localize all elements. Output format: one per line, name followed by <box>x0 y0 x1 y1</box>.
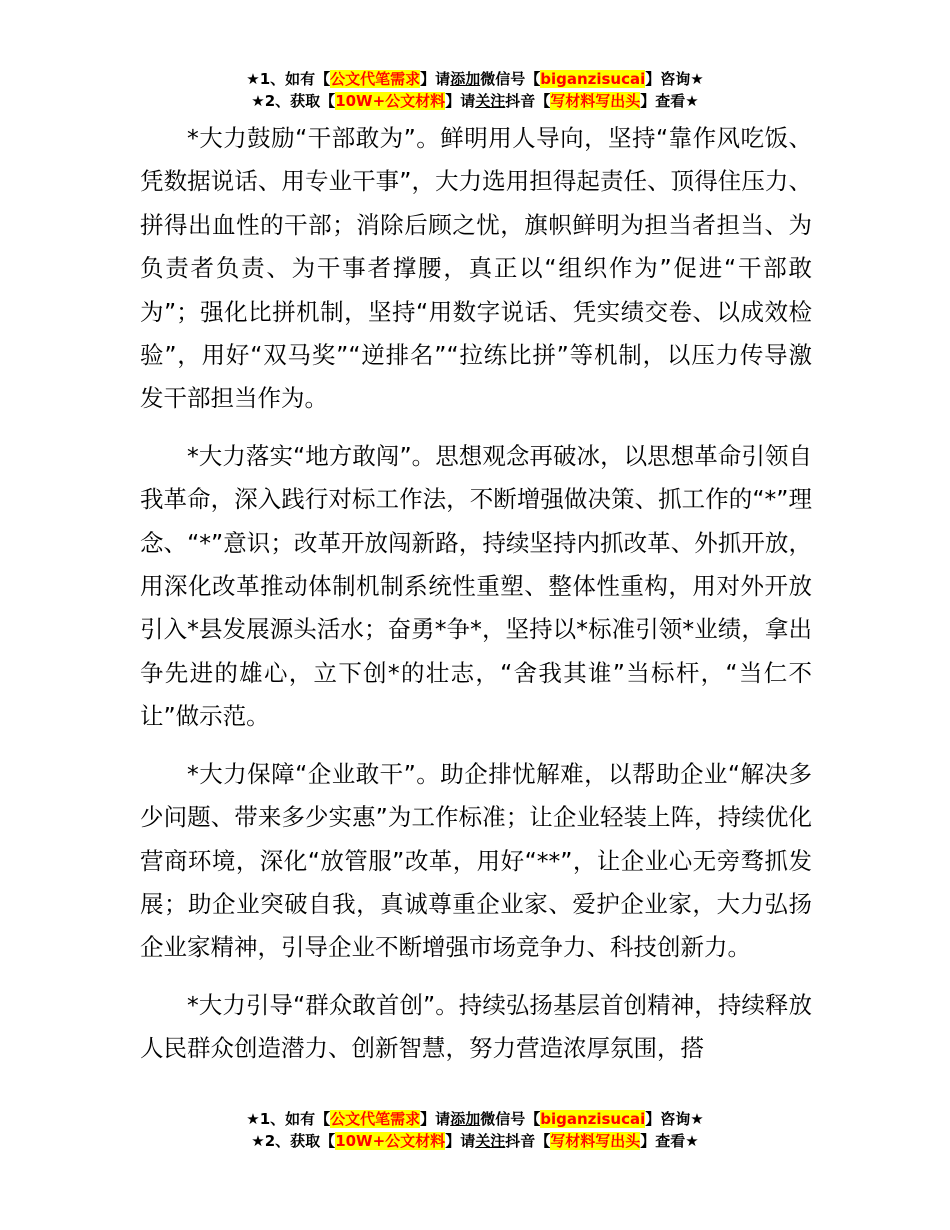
banner-line-2: ★2、获取【10W+公文材料】请关注抖音【写材料写出头】查看★ <box>251 1132 699 1150</box>
paragraph-masses: *大力引导“群众敢首创”。持续弘扬基层首创精神，持续释放人民群众创造潜力、创新智慧，努力营造浓厚氛围，搭 <box>140 990 812 1063</box>
highlight-douyin: 写材料写出头 <box>550 1132 641 1150</box>
highlight-wechat-id: biganzisucai <box>540 70 646 88</box>
highlight-wechat-id: biganzisucai <box>540 1110 646 1128</box>
highlight-writing-service: 公文代笔需求 <box>330 70 421 88</box>
paragraph-localities: *大力落实“地方敢闯”。思想观念再破冰，以思想革命引领自我革命，深入践行对标工作法，不断增强做决策、抓工作的“*”理念、“*”意识；改革开放闯新路，持续坚持内抓改革、外抓开放，用深化改革推动体制机制系统性重塑、整体性重构，用对外开放引入*县发展源头活水；奋勇*争*，坚持以*标准引领*业绩，拿出争先进的雄心，立下创*的壮志，“舍我其谁”当标杆，“当仁不让”做示范。 <box>140 441 812 731</box>
highlight-douyin: 写材料写出头 <box>550 92 641 110</box>
document-body <box>140 117 812 1085</box>
top-banner <box>0 68 950 112</box>
paragraph-enterprises: *大力保障“企业敢干”。助企排忧解难，以帮助企业“解决多少问题、带来多少实惠”为工作标准；让企业轻装上阵，持续优化营商环境，深化“放管服”改革，用好“**”，让企业心无旁骛抓发展；助企业突破自我，真诚尊重企业家、爱护企业家，大力弘扬企业家精神，引导企业不断增强市场竞争力、科技创新力。 <box>140 759 812 962</box>
bottom-banner <box>0 1108 950 1152</box>
banner-line-2: ★2、获取【10W+公文材料】请关注抖音【写材料写出头】查看★ <box>251 92 699 110</box>
paragraph-cadres: *大力鼓励“干部敢为”。鲜明用人导向，坚持“靠作风吃饭、凭数据说话、用专业干事”，大力选用担得起责任、顶得住压力、拼得出血性的干部；消除后顾之忧，旗帜鲜明为担当者担当、为负责者负责、为干事者撑腰，真正以“组织作为”促进“干部敢为”；强化比拼机制，坚持“用数字说话、凭实绩交卷、以成效检验”，用好“双马奖”“逆排名”“拉练比拼”等机制，以压力传导激发干部担当作为。 <box>140 124 812 413</box>
highlight-writing-service: 公文代笔需求 <box>330 1110 421 1128</box>
banner-line-1: ★1、如有【公文代笔需求】请添加微信号【biganzisucai】咨询★ <box>246 70 704 88</box>
banner-line-1: ★1、如有【公文代笔需求】请添加微信号【biganzisucai】咨询★ <box>246 1110 704 1128</box>
highlight-materials: 10W+公文材料 <box>335 92 446 110</box>
highlight-materials: 10W+公文材料 <box>335 1132 446 1150</box>
